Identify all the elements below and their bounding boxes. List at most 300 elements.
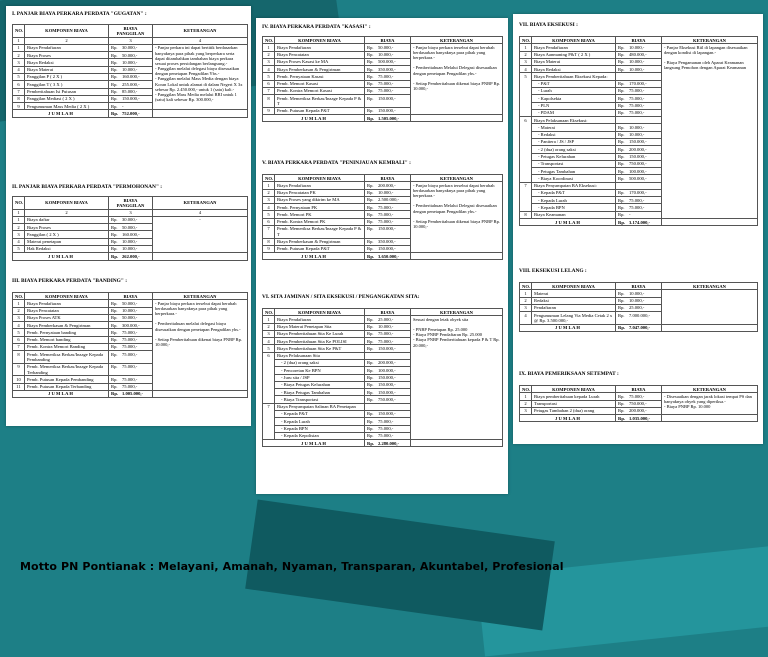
component-name: Biaya Proses yang dikirim ke MA bbox=[275, 196, 365, 203]
row-number: 5 bbox=[520, 73, 532, 117]
pk-title: V. BIAYA PERKARA PERDATA "PENINJAUAN KEMBALI" : bbox=[262, 160, 411, 166]
amount-value: 75.000,- bbox=[378, 338, 394, 344]
row-number: 9 bbox=[263, 107, 275, 114]
notes-cell: - Panjar Eksekusi Riil di lapangan disesuaikan dengan kondisi di lapangan.- - Biaya Pengamanan oleh Aparat Keamanan langsung Pemohon dengan Aparat Keamanan bbox=[662, 44, 758, 219]
column-header: NO. bbox=[13, 293, 25, 300]
amount-value: 50.000,- bbox=[378, 44, 394, 50]
notes-cell: - bbox=[153, 216, 248, 252]
currency-label: Rp. bbox=[367, 73, 374, 79]
column-number: 1 bbox=[13, 209, 25, 216]
total-value bbox=[109, 253, 153, 260]
total-notes-empty bbox=[662, 324, 758, 331]
amount-value: 255.000,- bbox=[122, 81, 140, 87]
sub-component-name: - Pencoretan Ke BPN bbox=[275, 367, 365, 374]
sub-component-cost bbox=[616, 138, 662, 145]
component-cost bbox=[616, 66, 662, 73]
row-number: 7 bbox=[263, 225, 275, 238]
sub-component-cost bbox=[365, 381, 411, 388]
component-cost bbox=[109, 314, 153, 321]
component-name: Biaya Penyampaian BA Eksekusi: bbox=[532, 182, 616, 189]
table-header-row bbox=[520, 386, 758, 393]
currency-label: Rp. bbox=[111, 239, 118, 245]
notes-cell bbox=[662, 290, 758, 324]
panel-left bbox=[6, 6, 251, 426]
component-cost bbox=[109, 81, 153, 88]
currency-label: Rp. bbox=[111, 45, 118, 51]
amount-value: 75.000,- bbox=[378, 219, 394, 225]
amount-value: 75.000,- bbox=[122, 376, 138, 382]
column-header: KOMPONEN BIAYA bbox=[275, 175, 365, 182]
currency-label: Rp. bbox=[618, 204, 625, 210]
amount-value: 75.000,- bbox=[378, 204, 394, 210]
amount-value: 75.000,- bbox=[122, 329, 138, 335]
table-row bbox=[263, 316, 503, 323]
total-label: J U M L A H bbox=[520, 219, 616, 226]
row-number: 1 bbox=[13, 216, 25, 223]
currency-label: Rp. bbox=[367, 426, 374, 431]
row-number: 3 bbox=[263, 330, 275, 337]
currency-label: Rp. bbox=[111, 231, 118, 237]
column-header: BIAYA bbox=[365, 309, 411, 316]
component-name: Pemberitahuan Isi Putusan bbox=[25, 88, 109, 95]
currency-label: Rp. bbox=[618, 219, 626, 225]
row-number: 4 bbox=[520, 66, 532, 73]
amount-value: 2.500.000,- bbox=[378, 197, 400, 203]
sub-component-name: - Kepada Kepolisian bbox=[275, 432, 365, 439]
sub-component-name: - Kepada P&T bbox=[532, 189, 616, 196]
total-label: J U M L A H bbox=[263, 115, 365, 122]
currency-label: Rp. bbox=[111, 81, 118, 87]
component-cost bbox=[109, 376, 153, 383]
table-row bbox=[263, 44, 503, 51]
component-name: Biaya Penyampaian Salinan BA Penetapan bbox=[275, 403, 365, 410]
column-header: BIAYA PANGGILAN bbox=[109, 25, 153, 38]
component-name: Biaya daftar bbox=[25, 216, 109, 223]
component-cost bbox=[365, 323, 411, 330]
column-header: KETERANGAN bbox=[411, 309, 503, 316]
currency-label: Rp. bbox=[367, 108, 374, 114]
amount-value: 170.000,- bbox=[629, 81, 647, 87]
amount-value: 10.000,- bbox=[378, 324, 394, 330]
sub-component-cost bbox=[365, 432, 411, 439]
currency-label: Rp. bbox=[367, 253, 375, 259]
total-value bbox=[616, 219, 662, 226]
component-name: Biaya Pemberitahuan Eksekusi Kepada: bbox=[532, 73, 616, 80]
total-value bbox=[616, 324, 662, 331]
table-header-row bbox=[13, 293, 248, 300]
notes-cell: - Panjar biaya perkara tersebut dapat berubah berdasarkan banyaknya para pihak yang berperkara.- - Pemberitahuan Melalui Delegasi disesuaikan dengan penetapan Pengadilan ybs.- - Setiap Pemberitahuan dikenai biaya PNBP Rp. 10.000,- bbox=[411, 182, 503, 253]
column-header: KOMPONEN BIAYA bbox=[25, 293, 109, 300]
row-number: 2 bbox=[13, 52, 25, 59]
sub-component-name: - Kepada Lurah bbox=[275, 418, 365, 425]
component-name: Biaya Pelaksanaan Sita bbox=[275, 352, 365, 359]
currency-label: Rp. bbox=[367, 204, 374, 210]
total-value bbox=[616, 415, 662, 422]
currency-label: Rp. bbox=[111, 67, 118, 73]
component-cost bbox=[109, 216, 153, 223]
currency-label: Rp. bbox=[618, 44, 625, 50]
row-number: 1 bbox=[263, 44, 275, 51]
component-name: Biaya Pendaftaran bbox=[532, 44, 616, 51]
total-notes-empty bbox=[153, 110, 248, 117]
currency-label: Rp. bbox=[618, 415, 626, 421]
currency-label: Rp. bbox=[618, 124, 625, 130]
sub-component-cost bbox=[616, 95, 662, 102]
component-name: Biaya pemberitahuan kepada Lurah bbox=[532, 393, 616, 400]
component-cost bbox=[616, 304, 662, 311]
table-row bbox=[13, 44, 248, 51]
component-name: Biaya Pendaftaran bbox=[275, 182, 365, 189]
component-cost bbox=[365, 204, 411, 211]
component-name: Biaya Pendaftaran bbox=[25, 44, 109, 51]
component-cost bbox=[109, 238, 153, 245]
table-header-row bbox=[520, 283, 758, 290]
component-cost bbox=[365, 218, 411, 225]
amount-value: 10.000,- bbox=[122, 59, 138, 65]
amount-value: 10.000,- bbox=[629, 66, 645, 72]
amount-value: 262.000,- bbox=[122, 253, 140, 259]
total-row bbox=[263, 440, 503, 447]
row-number: 5 bbox=[263, 73, 275, 80]
table-row bbox=[520, 44, 758, 51]
total-row bbox=[263, 115, 503, 122]
component-name: Panggilan P ( 2 X ) bbox=[25, 73, 109, 80]
amount-value: 75.000,- bbox=[629, 103, 645, 109]
amount-value: 300.000,- bbox=[122, 322, 140, 328]
column-header: NO. bbox=[263, 309, 275, 316]
amount-value: 10.000,- bbox=[378, 52, 394, 58]
component-name: Materai bbox=[532, 290, 616, 297]
row-number: 7 bbox=[263, 87, 275, 94]
currency-label: Rp. bbox=[367, 239, 374, 245]
component-cost bbox=[109, 307, 153, 314]
column-header: KETERANGAN bbox=[411, 175, 503, 182]
amount-value: 200.000,- bbox=[378, 182, 396, 188]
component-name: Biaya Materai bbox=[25, 66, 109, 73]
column-number: 3 bbox=[109, 209, 153, 216]
component-cost bbox=[365, 403, 411, 410]
table-header-row bbox=[263, 37, 503, 44]
currency-label: Rp. bbox=[367, 44, 374, 50]
currency-label: Rp. bbox=[618, 305, 625, 311]
total-value bbox=[365, 115, 411, 122]
currency-label: Rp. bbox=[111, 246, 118, 252]
amount-value: 10.000,- bbox=[122, 239, 138, 245]
currency-label: Rp. bbox=[111, 308, 118, 314]
sub-component-cost bbox=[616, 153, 662, 160]
column-header: BIAYA PANGGILAN bbox=[109, 197, 153, 210]
row-number: 4 bbox=[520, 312, 532, 325]
currency-label: Rp. bbox=[111, 364, 118, 370]
component-cost bbox=[365, 87, 411, 94]
currency-label: Rp. bbox=[618, 59, 625, 65]
component-name: Pemb. Pernyataan PK bbox=[275, 204, 365, 211]
component-name: Panggilan T ( 3 X ) bbox=[25, 81, 109, 88]
component-name: Panggilan ( 2 X ) bbox=[25, 231, 109, 238]
component-cost bbox=[109, 383, 153, 390]
component-name: Pemb. Putusan Kepada Pembanding bbox=[25, 376, 109, 383]
table-header-row bbox=[13, 197, 248, 210]
currency-label: Rp. bbox=[111, 344, 118, 350]
total-row bbox=[13, 253, 248, 260]
banding-title: III. BIAYA PERKARA PERDATA "BANDING" : bbox=[12, 278, 128, 284]
sub-component-cost bbox=[616, 102, 662, 109]
amount-value: 75.000,- bbox=[378, 81, 394, 87]
row-number: 5 bbox=[263, 211, 275, 218]
total-label: J U M L A H bbox=[263, 440, 365, 447]
amount-value: 75.000,- bbox=[378, 88, 394, 94]
amount-value: 1.035.000,- bbox=[629, 415, 651, 421]
sub-component-name: - Lurah bbox=[532, 87, 616, 94]
currency-label: Rp. bbox=[618, 139, 625, 145]
banding-table bbox=[12, 292, 248, 398]
row-number: 6 bbox=[13, 336, 25, 343]
component-cost bbox=[109, 52, 153, 59]
amount-value: 750.000,- bbox=[629, 401, 647, 407]
amount-value: 75.000,- bbox=[122, 351, 138, 357]
component-cost bbox=[365, 211, 411, 218]
notes-cell: - Panjar perkara ini dapat bertitik berdasarkan banyaknya para pihak yang berperkara serta dapat ditambahkan tambahan biaya perkara sesuai proses persidangan berlangsung.- - Panggilan melalui delegasi biaya disesuaikan dengan penetapan Pengadilan Ybs.- - Panggilan melalui Mass Media dengan biaya Koran Lokal untuk alamat di dalam Negeri X 3x sebesar Rp. 2.450.000,- untuk 1 (satu) kali.- - Panggilan Mass Media melalui RRI untuk 1 (satu) kali sebesar Rp. 300.000,- bbox=[153, 44, 248, 110]
currency-label: Rp. bbox=[367, 360, 374, 366]
component-name: Biaya Proses Kasasi ke MA bbox=[275, 58, 365, 65]
sub-component-name: - Kepada P&T bbox=[275, 410, 365, 417]
component-name: Biaya Pemberitahuan Sita Ke POLISI bbox=[275, 338, 365, 345]
sub-component-cost bbox=[365, 374, 411, 381]
component-cost bbox=[616, 211, 662, 218]
eksekusi-title: VII. BIAYA EKSEKUSI : bbox=[519, 22, 578, 28]
amount-value: 25.000,- bbox=[378, 316, 394, 322]
row-number: 8 bbox=[520, 211, 532, 218]
component-name: Pemb. Memeriksa Berkas/Inzage Kepada P & T bbox=[275, 225, 365, 238]
currency-label: Rp. bbox=[618, 408, 625, 414]
component-name: Biaya Redaksi bbox=[25, 59, 109, 66]
column-header: KOMPONEN BIAYA bbox=[275, 37, 365, 44]
notes-cell: - Panjar biaya perkara tersebut dapat berubah berdasarkan banyaknya para pihak yang berperkara.- - Pemberitahuan Melalui Delegasi disesuaikan dengan penetapan Pengadilan ybs.- - Setiap Pemberitahuan dikenai biaya PNBP Rp. 10.000,- bbox=[411, 44, 503, 115]
row-number: 1 bbox=[520, 290, 532, 297]
total-value bbox=[109, 110, 153, 117]
sub-component-cost bbox=[365, 389, 411, 396]
table-header-row bbox=[263, 175, 503, 182]
currency-label: Rp. bbox=[367, 375, 374, 381]
component-name: Pemb. Putusan Kepada Terbanding bbox=[25, 383, 109, 390]
currency-label: Rp. bbox=[367, 88, 374, 94]
component-cost bbox=[365, 352, 411, 359]
amount-value: 50.000,- bbox=[122, 224, 138, 230]
sub-component-cost bbox=[616, 175, 662, 182]
amount-value: 10.000,- bbox=[629, 290, 645, 296]
component-cost bbox=[109, 88, 153, 95]
sub-component-cost bbox=[616, 131, 662, 138]
row-number: 5 bbox=[13, 329, 25, 336]
amount-value: 10.000,- bbox=[122, 246, 138, 252]
currency-label: Rp. bbox=[111, 376, 118, 382]
amount-value: 3.650.000,- bbox=[378, 253, 400, 259]
column-header: KETERANGAN bbox=[662, 37, 758, 44]
lelang-table bbox=[519, 282, 758, 332]
amount-value: 1.505.000,- bbox=[378, 115, 400, 121]
component-name: Pemb. Memori Kasasi bbox=[275, 80, 365, 87]
component-cost bbox=[616, 73, 662, 80]
currency-label: Rp. bbox=[367, 81, 374, 87]
component-name: Biaya Pendaftaran bbox=[275, 44, 365, 51]
row-number: 7 bbox=[263, 403, 275, 439]
amount-value: 75.000,- bbox=[122, 384, 138, 390]
amount-value: 75.000,- bbox=[378, 331, 394, 337]
amount-value: 480.000,- bbox=[629, 52, 647, 58]
total-notes-empty bbox=[153, 390, 248, 397]
amount-value: 170.000,- bbox=[629, 190, 647, 196]
sub-component-name: - Biaya Koordinasi bbox=[532, 175, 616, 182]
row-number: 3 bbox=[263, 58, 275, 65]
currency-label: Rp. bbox=[367, 59, 374, 65]
currency-label: Rp. bbox=[618, 66, 625, 72]
currency-label: Rp. bbox=[367, 345, 374, 351]
amount-value: 75.000,- bbox=[629, 110, 645, 116]
column-header: KOMPONEN BIAYA bbox=[25, 197, 109, 210]
amount-value: 10.000,- bbox=[122, 67, 138, 73]
component-name: Biaya Proses ATK bbox=[25, 314, 109, 321]
currency-label: Rp. bbox=[367, 324, 374, 330]
currency-label: Rp. bbox=[618, 197, 625, 203]
row-number: 4 bbox=[13, 238, 25, 245]
amount-value: 25.000,- bbox=[629, 305, 645, 311]
component-cost bbox=[365, 73, 411, 80]
amount-value: 75.000,- bbox=[378, 433, 394, 439]
sub-component-cost bbox=[616, 204, 662, 211]
amount-value: 75.000,- bbox=[122, 344, 138, 350]
currency-label: Rp. bbox=[111, 96, 118, 102]
column-number: 1 bbox=[13, 37, 25, 44]
currency-label: Rp. bbox=[618, 95, 625, 101]
amount-value: 1.005.000,- bbox=[122, 391, 144, 397]
total-row bbox=[520, 219, 758, 226]
component-name: Pemb. Memeriksa Berkas/Inzage Kepada Terbanding bbox=[25, 363, 109, 376]
column-header: KOMPONEN BIAYA bbox=[532, 386, 616, 393]
component-name: Biaya Aanmaning P&T ( 2 X ) bbox=[532, 51, 616, 58]
kasasi-table bbox=[262, 36, 503, 122]
row-number: 9 bbox=[13, 103, 25, 110]
row-number: 7 bbox=[13, 343, 25, 350]
component-name: Pemb. Kontra Memori Kasasi bbox=[275, 87, 365, 94]
column-header: KETERANGAN bbox=[153, 25, 248, 38]
table-row bbox=[520, 290, 758, 297]
column-header: KOMPONEN BIAYA bbox=[532, 283, 616, 290]
sub-component-cost bbox=[365, 359, 411, 366]
total-value bbox=[109, 390, 153, 397]
component-name: Pendaftaran bbox=[532, 304, 616, 311]
column-number: 2 bbox=[25, 209, 109, 216]
component-name: Pemb. Putusan Kepada P&T bbox=[275, 107, 365, 114]
amount-value: 750.000,- bbox=[378, 396, 396, 402]
sub-component-cost bbox=[616, 168, 662, 175]
sub-component-name: - Biaya Petugas Tambahan bbox=[275, 389, 365, 396]
sub-component-cost bbox=[616, 80, 662, 87]
component-name: Biaya Pencatatan bbox=[25, 307, 109, 314]
table-header-row bbox=[263, 309, 503, 316]
currency-label: Rp. bbox=[618, 168, 625, 174]
amount-value: 75.000,- bbox=[378, 426, 394, 431]
row-number: 1 bbox=[520, 393, 532, 400]
component-cost bbox=[109, 224, 153, 231]
component-cost bbox=[109, 322, 153, 329]
currency-label: Rp. bbox=[618, 190, 625, 196]
sub-component-cost bbox=[365, 425, 411, 432]
component-cost bbox=[616, 117, 662, 124]
component-cost bbox=[365, 316, 411, 323]
component-cost bbox=[616, 58, 662, 65]
row-number: 1 bbox=[13, 300, 25, 307]
sub-component-name: - Juru sita / JSP bbox=[275, 374, 365, 381]
component-name: Biaya Proses bbox=[25, 224, 109, 231]
row-number: 6 bbox=[263, 218, 275, 225]
row-number: 8 bbox=[13, 95, 25, 102]
row-number: 2 bbox=[263, 51, 275, 58]
sub-component-name: - Panitera / JS / JSP bbox=[532, 138, 616, 145]
row-number: 8 bbox=[263, 95, 275, 108]
row-number: 4 bbox=[263, 66, 275, 73]
row-number: 4 bbox=[263, 204, 275, 211]
amount-value: 150.000,- bbox=[378, 95, 396, 101]
component-cost bbox=[365, 44, 411, 51]
table-row bbox=[13, 300, 248, 307]
sub-component-name: - 2 (dua) orang saksi bbox=[532, 146, 616, 153]
amount-value: 500.000,- bbox=[629, 175, 647, 181]
eksekusi-table bbox=[519, 36, 758, 226]
component-cost bbox=[616, 182, 662, 189]
component-cost bbox=[109, 336, 153, 343]
component-name: Pemb. Memeriksa Berkas/Inzage Kepada Pembanding bbox=[25, 351, 109, 364]
row-number: 5 bbox=[13, 73, 25, 80]
component-cost bbox=[365, 225, 411, 238]
amount-value: 75.000,- bbox=[629, 95, 645, 101]
total-value bbox=[365, 440, 411, 447]
motto-text: Motto PN Pontianak : Melayani, Amanah, Nyaman, Transparan, Akuntabel, Profesional bbox=[20, 560, 564, 573]
amount-value: 150.000,- bbox=[378, 345, 396, 351]
sub-component-cost bbox=[365, 418, 411, 425]
amount-value: 10.000,- bbox=[122, 308, 138, 314]
amount-value: 75.000,- bbox=[378, 211, 394, 217]
sub-component-name: - Redaksi bbox=[532, 131, 616, 138]
row-number: 8 bbox=[263, 238, 275, 245]
component-cost bbox=[109, 103, 153, 110]
currency-label: Rp. bbox=[367, 433, 374, 439]
amount-value: 50.000,- bbox=[122, 315, 138, 321]
component-name: Hak Redaksi bbox=[25, 245, 109, 252]
component-cost bbox=[365, 338, 411, 345]
currency-label: Rp. bbox=[618, 212, 625, 218]
component-cost bbox=[365, 345, 411, 352]
column-header: NO. bbox=[13, 25, 25, 38]
row-number: 2 bbox=[520, 400, 532, 407]
currency-label: Rp. bbox=[111, 52, 118, 58]
currency-label: Rp. bbox=[111, 224, 118, 230]
currency-label: Rp. bbox=[367, 95, 374, 101]
currency-label: Rp. bbox=[367, 396, 374, 402]
component-cost bbox=[109, 231, 153, 238]
column-header: BIAYA bbox=[616, 37, 662, 44]
amount-value: - bbox=[122, 103, 124, 109]
lelang-title: VIII. EKSEKUSI LELANG : bbox=[519, 268, 587, 274]
currency-label: Rp. bbox=[367, 246, 374, 252]
total-row bbox=[263, 253, 503, 260]
amount-value: 10.000,- bbox=[629, 124, 645, 130]
sub-component-name: - Kepada BPN bbox=[275, 425, 365, 432]
component-name: Redaksi bbox=[532, 297, 616, 304]
amount-value: 150.000,- bbox=[378, 375, 396, 381]
amount-value: 200.000,- bbox=[378, 360, 396, 366]
currency-label: Rp. bbox=[111, 322, 118, 328]
component-cost bbox=[365, 95, 411, 108]
